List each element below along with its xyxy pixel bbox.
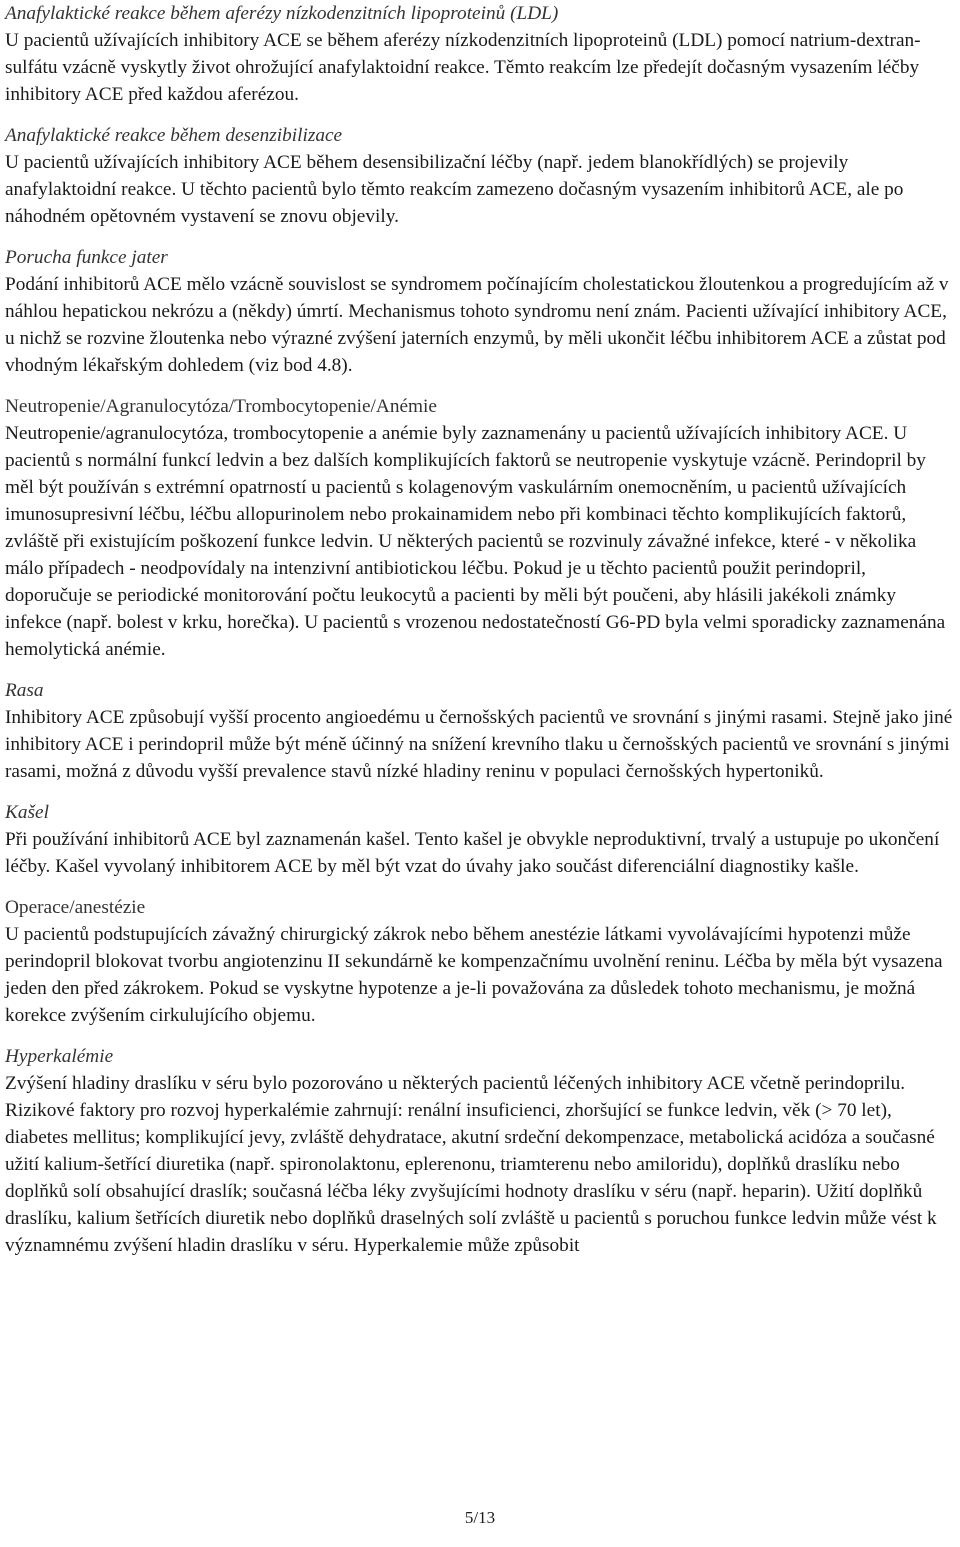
- section-body: Inhibitory ACE způsobují vyšší procento angioedému u černošských pacientů ve srovnání s jinými rasami. Stejně jako jiné inhibitory ACE i perindopril může být méně účinný na snížení krevního tlaku u černošských pacientů ve srovnání s jinými rasami, možná z důvodu vyšší prevalence stavů nízké hladiny reninu v populaci černošských hypertoniků.: [5, 707, 953, 782]
- section-gap: [5, 663, 955, 677]
- section-body: Podání inhibitorů ACE mělo vzácně souvislost se syndromem počínajícím cholestatickou žloutenkou a progredujícím až v náhlou hepatickou nekrózu a (někdy) úmrtí. Mechanismus tohoto syndromu není znám. Pacienti užívající inhibitory ACE, u nichž se rozvine žloutenka nebo výrazné zvýšení jaterních enzymů, by měli ukončit léčbu inhibitorem ACE a zůstat pod vhodným lékařským dohledem (viz bod 4.8).: [5, 274, 949, 376]
- section-gap: [5, 108, 955, 122]
- section-cough: [5, 799, 955, 880]
- section-heading: Hyperkalémie: [5, 1046, 114, 1067]
- section-heading: Anafylaktické reakce během aferézy nízkodenzitních lipoproteinů (LDL): [5, 3, 559, 24]
- section-body: Zvýšení hladiny draslíku v séru bylo pozorováno u některých pacientů léčených inhibitory ACE včetně perindoprilu. Rizikové faktory pro rozvoj hyperkalémie zahrnují: renální insuficienci, zhoršující se funkce ledvin, věk (> 70 let), diabetes mellitus; komplikující jevy, zvláště dehydratace, akutní srdeční dekompenzace, metabolická acidóza a současné užití kalium-šetřící diuretika (např. spironolaktonu, eplerenonu, triamterenu nebo amiloridu), doplňků draslíku nebo doplňků solí obsahující draslík; současná léčba léky zvyšujícími hodnoty draslíku v séru (např. heparin). Užití doplňků draslíku, kalium šetřících diuretik nebo doplňků draselných solí zvláště u pacientů s poruchou funkce ledvin může vést k významnému zvýšení hladin draslíku v séru. Hyperkalemie může způsobit: [5, 1073, 937, 1256]
- section-body: U pacientů užívajících inhibitory ACE během desensibilizační léčby (např. jedem blanokřídlých) se projevily anafylaktoidní reakce. U těchto pacientů bylo těmto reakcím zamezeno dočasným vysazením inhibitorů ACE, ale po náhodném opětovném vystavení se znovu objevily.: [5, 152, 904, 227]
- section-heading: Operace/anestézie: [5, 897, 146, 918]
- section-desensitization: [5, 122, 955, 230]
- section-heading: Rasa: [5, 680, 44, 701]
- section-race: [5, 677, 955, 785]
- section-gap: [5, 379, 955, 393]
- section-gap: [5, 880, 955, 894]
- section-heading: Neutropenie/Agranulocytóza/Trombocytopenie/Anémie: [5, 396, 437, 417]
- document-page: [5, 0, 955, 1259]
- section-body: U pacientů užívajících inhibitory ACE se během aferézy nízkodenzitních lipoproteinů (LDL) pomocí natrium-dextran-sulfátu vzácně vyskytly život ohrožující anafylaktoidní reakce. Těmto reakcím lze předejít dočasným vysazením léčby inhibitory ACE před každou aferézou.: [5, 30, 921, 105]
- section-surgery-anesthesia: [5, 894, 955, 1029]
- section-heading: Kašel: [5, 802, 49, 823]
- section-body: Při používání inhibitorů ACE byl zaznamenán kašel. Tento kašel je obvykle neproduktivní, trvalý a ustupuje po ukončení léčby. Kašel vyvolaný inhibitorem ACE by měl být vzat do úvahy jako součást diferenciální diagnostiky kašle.: [5, 829, 940, 877]
- section-gap: [5, 785, 955, 799]
- section-heading: Anafylaktické reakce během desenzibilizace: [5, 125, 343, 146]
- page-number: 5/13: [464, 1508, 496, 1527]
- section-hyperkalemia: [5, 1043, 955, 1259]
- section-hepatic-failure: [5, 244, 955, 379]
- section-body: U pacientů podstupujících závažný chirurgický zákrok nebo během anestézie látkami vyvolávajícími hypotenzi může perindopril blokovat tvorbu angiotenzinu II sekundárně ke kompenzačnímu uvolnění reninu. Léčba by měla být vysazena jeden den před zákrokem. Pokud se vyskytne hypotenze a je-li považována za důsledek tohoto mechanismu, je možná korekce zvýšením cirkulujícího objemu.: [5, 924, 943, 1026]
- section-body: Neutropenie/agranulocytóza, trombocytopenie a anémie byly zaznamenány u pacientů užívajících inhibitory ACE. U pacientů s normální funkcí ledvin a bez dalších komplikujících faktorů se neutropenie vyskytuje vzácně. Perindopril by měl být používán s extrémní opatrností u pacientů s kolagenovým vaskulárním onemocněním, u pacientů užívajících imunosupresivní léčbu, léčbu allopurinolem nebo prokainamidem nebo při kombinaci těchto komplikujících faktorů, zvláště při existujícím poškození funkce ledvin. U některých pacientů se rozvinuly závažné infekce, které - v několika málo případech - neodpovídaly na intenzivní antibiotickou léčbu. Pokud je u těchto pacientů použit perindopril, doporučuje se periodické monitorování počtu leukocytů a pacienti by měli být poučeni, aby hlásili jakékoli známky infekce (např. bolest v krku, horečka). U pacientů s vrozenou nedostatečností G6-PD byla velmi sporadicky zaznamenána hemolytická anémie.: [5, 423, 946, 660]
- section-gap: [5, 230, 955, 244]
- section-ldl-apheresis: [5, 0, 955, 108]
- section-neutropenia: [5, 393, 955, 663]
- section-heading: Porucha funkce jater: [5, 247, 168, 268]
- section-gap: [5, 1029, 955, 1043]
